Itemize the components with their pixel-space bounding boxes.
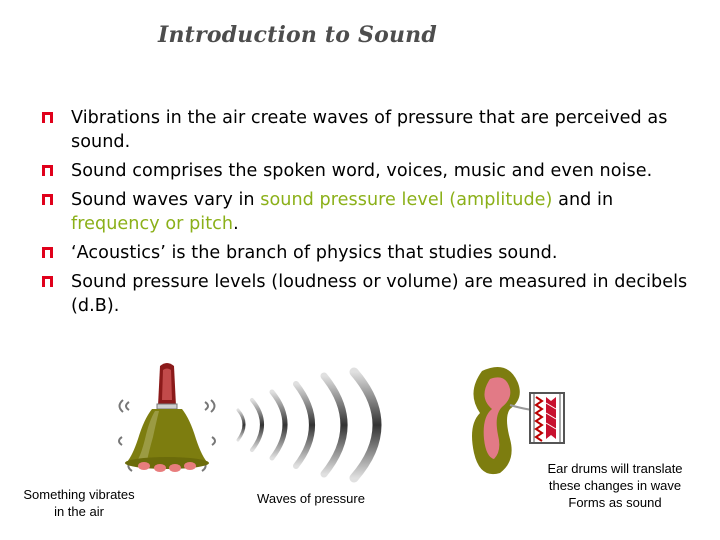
highlighted-term: sound pressure level (amplitude) xyxy=(260,190,553,210)
sound-waves-icon xyxy=(230,370,410,480)
bullet-marker-icon xyxy=(42,165,53,176)
bell-caption xyxy=(8,486,150,520)
bullet-item xyxy=(42,241,702,265)
waves-caption: Waves of pressure xyxy=(257,491,365,506)
ear-caption-line-1: Ear drums will translate xyxy=(547,461,683,476)
bullet-text: Sound waves vary in xyxy=(71,190,261,210)
bullet-item xyxy=(42,270,702,318)
bullet-text: and in xyxy=(552,190,614,210)
page-title: Introduction to Sound xyxy=(158,22,437,48)
ear-caption-line-2: these changes in wave xyxy=(548,478,682,493)
bullet-text: Sound pressure levels (loudness or volume) are measured in decibels (d.B). xyxy=(71,272,688,316)
ear-caption xyxy=(532,460,698,511)
ear-caption-line-3: Forms as sound xyxy=(568,495,662,510)
bullet-marker-icon xyxy=(42,194,53,205)
bullet-item xyxy=(42,159,702,183)
bullet-marker-icon xyxy=(42,247,53,258)
bullet-text: Vibrations in the air create waves of pressure that are perceived as sound. xyxy=(71,108,668,152)
bell-caption-line-2: in the air xyxy=(54,504,104,519)
bullet-text: ‘Acoustics’ is the branch of physics that studies sound. xyxy=(71,243,558,263)
bell-caption-line-1: Something vibrates xyxy=(23,487,135,502)
bullet-marker-icon xyxy=(42,276,53,287)
highlighted-term: frequency or pitch xyxy=(71,214,234,234)
bullet-marker-icon xyxy=(42,112,53,123)
bullet-list xyxy=(42,106,702,323)
bullet-text: . xyxy=(233,214,239,234)
vibrating-bell-icon xyxy=(112,362,222,477)
bullet-text: Sound comprises the spoken word, voices, music and even noise. xyxy=(71,161,653,181)
bullet-item xyxy=(42,188,702,236)
bullet-item xyxy=(42,106,702,154)
